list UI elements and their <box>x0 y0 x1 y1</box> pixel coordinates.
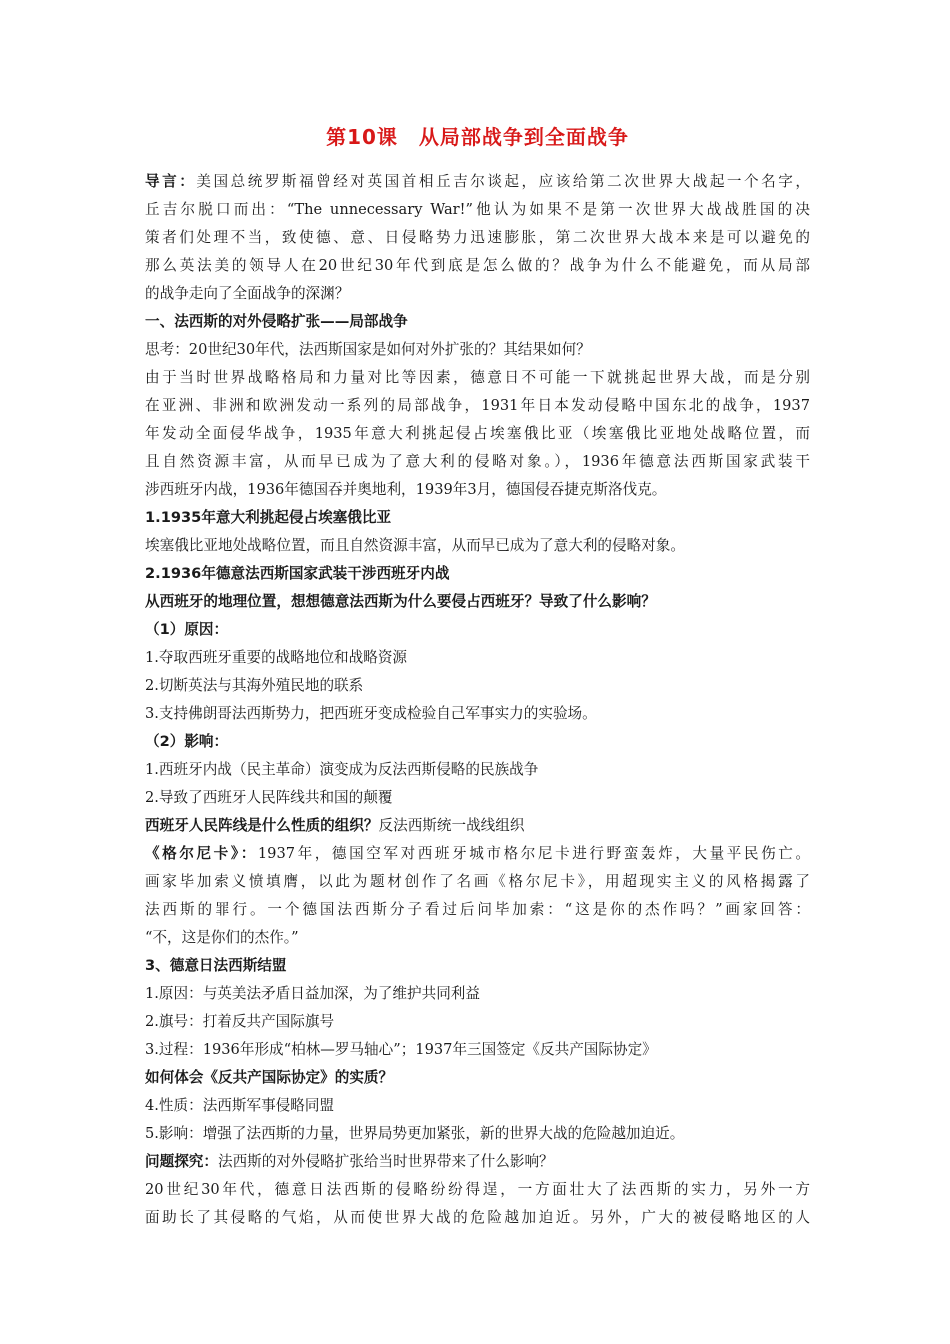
inquiry-answer-line-2: 面助长了其侵略的气焰，从而使世界大战的危险越加迫近。另外，广大的被侵略地区的人 <box>145 1209 810 1226</box>
sub1-text: 埃塞俄比亚地处战略位置，而且自然资源丰富，从而早已成为了意大利的侵略对象。 <box>145 537 685 554</box>
section1-para-line-3: 年发动全面侵华战争，1935年意大利挑起侵占埃塞俄比亚（埃塞俄比亚地处战略位置，而 <box>145 425 810 442</box>
alliance-item-5: 5.影响：增强了法西斯的力量，世界局势更加紧张，新的世界大战的危险越加迫近。 <box>145 1125 685 1142</box>
effect-item-1: 1.西班牙内战（民主革命）演变成为反法西斯侵略的民族战争 <box>145 761 539 778</box>
intro-line-2: 丘吉尔脱口而出：“The unnecessary War!”他认为如果不是第一次世界大战战胜国的决 <box>145 201 810 218</box>
sub2-question: 从西班牙的地理位置，想想德意法西斯为什么要侵占西班牙？导致了什么影响？ <box>145 593 656 610</box>
document-page <box>145 118 810 1232</box>
intro-line-3: 策者们处理不当，致使德、意、日侵略势力迅速膨胀，第二次世界大战本来是可以避免的 <box>145 229 810 246</box>
inquiry-label: 问题探究： <box>145 1153 218 1170</box>
cause-label: （1）原因： <box>145 621 229 638</box>
section-heading-1: 一、法西斯的对外侵略扩张——局部战争 <box>145 313 408 330</box>
cause-item-2: 2.切断英法与其海外殖民地的联系 <box>145 677 364 694</box>
cause-item-1: 1.夺取西班牙重要的战略地位和战略资源 <box>145 649 408 666</box>
intro-label: 导言： <box>145 173 197 190</box>
inquiry-question: 法西斯的对外侵略扩张给当时世界带来了什么影响？ <box>217 1153 554 1170</box>
effect-item-2: 2.导致了西班牙人民阵线共和国的颠覆 <box>145 789 393 806</box>
nature-answer: 反法西斯统一战线组织 <box>378 817 525 834</box>
alliance-question: 如何体会《反共产国际协定》的实质？ <box>145 1069 394 1086</box>
section1-para-line-1: 由于当时世界战略格局和力量对比等因素，德意日不可能一下就挑起世界大战，而是分别 <box>145 369 810 386</box>
section1-para-line-5: 涉西班牙内战，1936年德国吞并奥地利，1939年3月，德国侵吞捷克斯洛伐克。 <box>145 481 667 498</box>
cause-item-3: 3.支持佛朗哥法西斯势力，把西班牙变成检验自己军事实力的实验场。 <box>145 705 597 722</box>
guernica-line-2: 画家毕加索义愤填膺，以此为题材创作了名画《格尔尼卡》，用超现实主义的风格揭露了 <box>145 873 810 890</box>
subheading-2: 2.1936年德意法西斯国家武装干涉西班牙内战 <box>145 565 450 582</box>
inquiry-answer-line-1: 20世纪30年代，德意日法西斯的侵略纷纷得逞，一方面壮大了法西斯的实力，另外一方 <box>145 1181 810 1198</box>
effect-label: （2）影响： <box>145 733 229 750</box>
guernica-line-3: 法西斯的罪行。一个德国法西斯分子看过后问毕加索：“这是你的杰作吗？”画家回答： <box>145 901 810 918</box>
lesson-title: 第10课 从局部战争到全面战争 <box>326 125 629 149</box>
section1-para-line-2: 在亚洲、非洲和欧洲发动一系列的局部战争，1931年日本发动侵略中国东北的战争，1937 <box>145 397 810 414</box>
intro-line-4: 那么英法美的领导人在20世纪30年代到底是怎么做的？战争为什么不能避免，而从局部 <box>145 257 810 274</box>
intro-line-1: 导言：美国总统罗斯福曾经对英国首相丘吉尔谈起，应该给第二次世界大战起一个名字， <box>145 173 810 190</box>
subheading-1: 1.1935年意大利挑起侵占埃塞俄比亚 <box>145 509 392 526</box>
inquiry-line <box>145 1148 810 1176</box>
alliance-item-3: 3.过程：1936年形成“柏林—罗马轴心”；1937年三国签定《反共产国际协定》 <box>145 1041 657 1058</box>
section1-para-line-4: 且自然资源丰富，从而早已成为了意大利的侵略对象。），1936年德意法西斯国家武装干 <box>145 453 810 470</box>
nature-question: 西班牙人民阵线是什么性质的组织？ <box>145 817 379 834</box>
guernica-label: 《格尔尼卡》： <box>145 845 258 862</box>
nature-line <box>145 812 810 840</box>
alliance-item-4: 4.性质：法西斯军事侵略同盟 <box>145 1097 335 1114</box>
section1-question: 思考：20世纪30年代，法西斯国家是如何对外扩张的？其结果如何？ <box>145 341 591 358</box>
alliance-item-1: 1.原因：与英美法矛盾日益加深，为了维护共同利益 <box>145 985 480 1002</box>
intro-line-5: 的战争走向了全面战争的深渊？ <box>145 285 350 302</box>
guernica-line-1: 《格尔尼卡》：1937年，德国空军对西班牙城市格尔尼卡进行野蛮轰炸，大量平民伤亡。 <box>145 845 810 862</box>
subheading-3: 3、德意日法西斯结盟 <box>145 957 287 974</box>
alliance-item-2: 2.旗号：打着反共产国际旗号 <box>145 1013 335 1030</box>
guernica-line-4: “不，这是你们的杰作。” <box>145 929 299 946</box>
